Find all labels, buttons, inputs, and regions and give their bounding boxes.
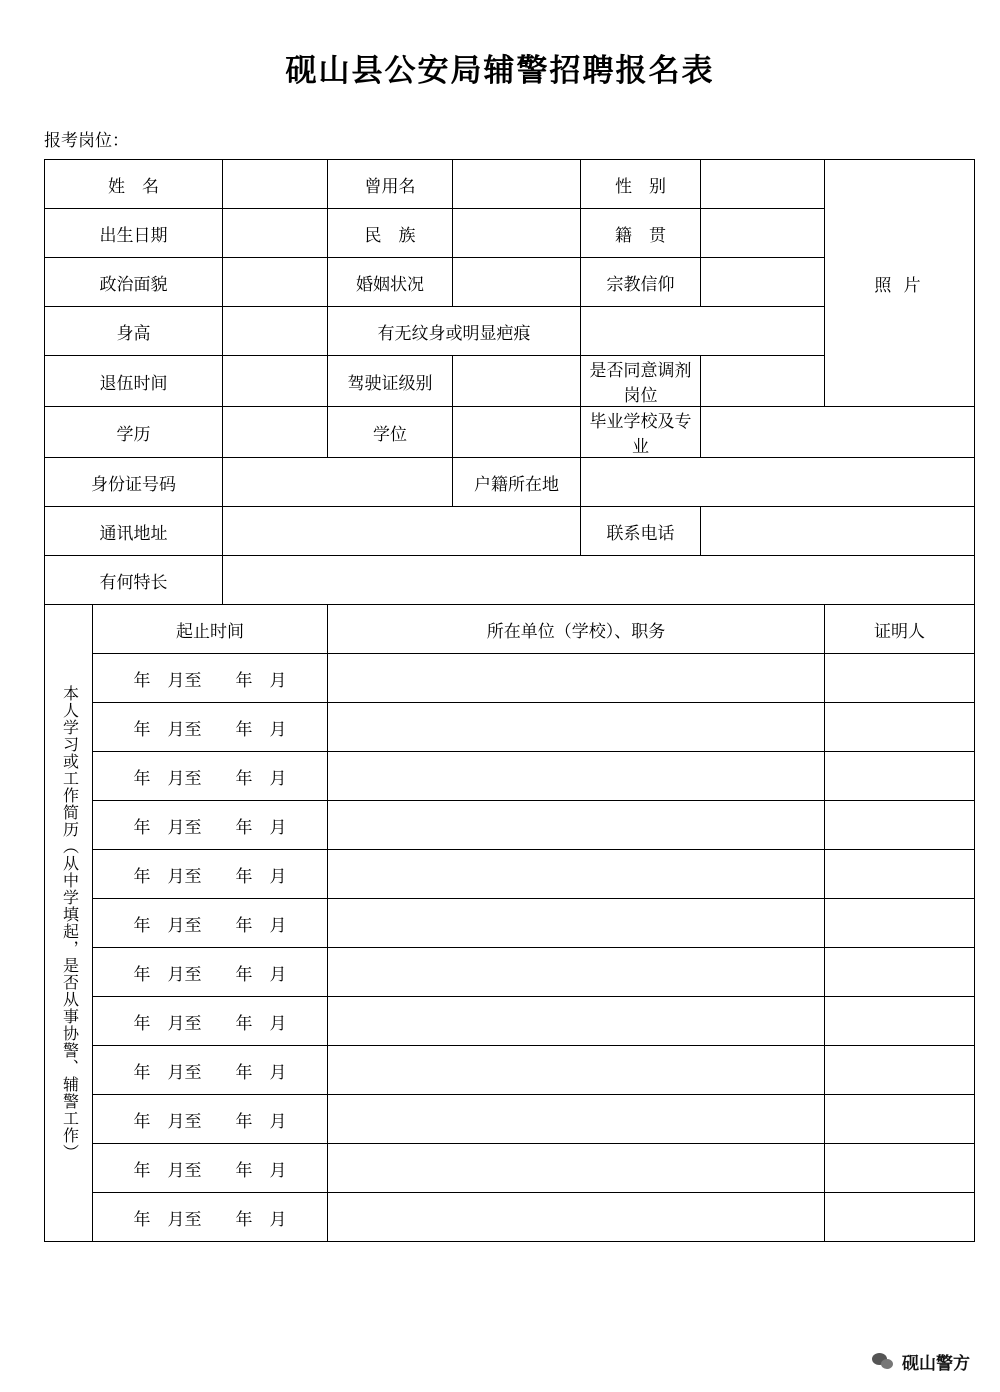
label-driver-license: 驾驶证级别 (328, 356, 453, 407)
experience-unit[interactable] (328, 997, 825, 1046)
value-political-status[interactable] (223, 258, 328, 307)
experience-witness[interactable] (825, 1046, 975, 1095)
label-gender: 性 别 (581, 160, 701, 209)
table-row (45, 160, 975, 209)
experience-witness[interactable] (825, 899, 975, 948)
value-driver-license[interactable] (453, 356, 581, 407)
table-row (45, 507, 975, 556)
experience-vertical-label-text: 本人学习或工作简历（从中学填起，是否从事协警、辅警工作） (60, 685, 78, 1161)
experience-period[interactable] (93, 899, 328, 948)
value-height[interactable] (223, 307, 328, 356)
experience-witness[interactable] (825, 1144, 975, 1193)
experience-witness[interactable] (825, 850, 975, 899)
value-native-place[interactable] (701, 209, 825, 258)
experience-unit[interactable] (328, 1046, 825, 1095)
form-page (0, 45, 1000, 1392)
experience-witness[interactable] (825, 1095, 975, 1144)
value-marital-status[interactable] (453, 258, 581, 307)
experience-period[interactable] (93, 850, 328, 899)
value-phone[interactable] (701, 507, 975, 556)
page-title: 砚山县公安局辅警招聘报名表 (285, 53, 715, 88)
table-row (45, 407, 975, 458)
experience-unit[interactable] (328, 752, 825, 801)
label-native-place: 籍 贯 (581, 209, 701, 258)
experience-header-witness: 证明人 (825, 605, 975, 654)
wechat-account-footer (872, 1349, 970, 1374)
table-row (45, 556, 975, 605)
experience-period[interactable] (93, 997, 328, 1046)
experience-period[interactable] (93, 801, 328, 850)
experience-witness[interactable] (825, 997, 975, 1046)
experience-period-text: 年 月至 年 月 (133, 1209, 287, 1229)
experience-period-text: 年 月至 年 月 (133, 866, 287, 886)
label-specialty: 有何特长 (45, 556, 223, 605)
value-discharge-time[interactable] (223, 356, 328, 407)
experience-header-unit: 所在单位（学校）、职务 (328, 605, 825, 654)
experience-period[interactable] (93, 1095, 328, 1144)
experience-period-text: 年 月至 年 月 (133, 1062, 287, 1082)
value-former-name[interactable] (453, 160, 581, 209)
experience-row (45, 948, 975, 997)
experience-row (45, 654, 975, 703)
value-religion[interactable] (701, 258, 825, 307)
value-education[interactable] (223, 407, 328, 458)
value-school-major[interactable] (701, 407, 975, 458)
label-marital-status: 婚姻状况 (328, 258, 453, 307)
experience-period-text: 年 月至 年 月 (133, 964, 287, 984)
value-household-location[interactable] (581, 458, 975, 507)
experience-period[interactable] (93, 1144, 328, 1193)
value-id-number[interactable] (223, 458, 453, 507)
experience-period[interactable] (93, 703, 328, 752)
value-tattoo-scar[interactable] (581, 307, 825, 356)
experience-row (45, 1144, 975, 1193)
label-name: 姓 名 (45, 160, 223, 209)
experience-unit[interactable] (328, 850, 825, 899)
experience-row (45, 1046, 975, 1095)
experience-vertical-label (45, 605, 93, 1242)
wechat-icon (872, 1353, 894, 1371)
applied-position-label: 报考岗位： (44, 131, 129, 150)
experience-period-text: 年 月至 年 月 (133, 915, 287, 935)
label-phone: 联系电话 (581, 507, 701, 556)
experience-unit[interactable] (328, 1144, 825, 1193)
experience-header-row (45, 605, 975, 654)
experience-period[interactable] (93, 654, 328, 703)
label-former-name: 曾用名 (328, 160, 453, 209)
table-row (45, 458, 975, 507)
experience-unit[interactable] (328, 1193, 825, 1242)
experience-witness[interactable] (825, 801, 975, 850)
photo-box: 照 片 (825, 160, 975, 407)
experience-witness[interactable] (825, 1193, 975, 1242)
value-degree[interactable] (453, 407, 581, 458)
experience-row (45, 801, 975, 850)
experience-period[interactable] (93, 948, 328, 997)
value-accept-transfer[interactable] (701, 356, 825, 407)
experience-witness[interactable] (825, 948, 975, 997)
experience-unit[interactable] (328, 801, 825, 850)
experience-row (45, 1095, 975, 1144)
experience-period[interactable] (93, 752, 328, 801)
label-discharge-time: 退伍时间 (45, 356, 223, 407)
value-gender[interactable] (701, 160, 825, 209)
value-mail-address[interactable] (223, 507, 581, 556)
label-mail-address: 通讯地址 (45, 507, 223, 556)
experience-period-text: 年 月至 年 月 (133, 817, 287, 837)
experience-period-text: 年 月至 年 月 (133, 719, 287, 739)
label-birth-date: 出生日期 (45, 209, 223, 258)
label-accept-transfer: 是否同意调剂岗位 (581, 356, 701, 407)
experience-row (45, 703, 975, 752)
label-ethnicity: 民 族 (328, 209, 453, 258)
label-political-status: 政治面貌 (45, 258, 223, 307)
label-household-location: 户籍所在地 (453, 458, 581, 507)
experience-period[interactable] (93, 1046, 328, 1095)
label-id-number: 身份证号码 (45, 458, 223, 507)
experience-row (45, 752, 975, 801)
experience-period-text: 年 月至 年 月 (133, 1013, 287, 1033)
value-ethnicity[interactable] (453, 209, 581, 258)
experience-witness[interactable] (825, 752, 975, 801)
experience-row (45, 850, 975, 899)
experience-row (45, 899, 975, 948)
experience-period-text: 年 月至 年 月 (133, 1111, 287, 1131)
value-name[interactable] (223, 160, 328, 209)
experience-period-text: 年 月至 年 月 (133, 1160, 287, 1180)
label-education: 学历 (45, 407, 223, 458)
value-birth-date[interactable] (223, 209, 328, 258)
experience-period-text: 年 月至 年 月 (133, 768, 287, 788)
experience-witness[interactable] (825, 703, 975, 752)
experience-row (45, 1193, 975, 1242)
experience-unit[interactable] (328, 654, 825, 703)
wechat-account-name: 砚山警方 (902, 1354, 970, 1373)
label-height: 身高 (45, 307, 223, 356)
label-school-major: 毕业学校及专业 (581, 407, 701, 458)
experience-period-text: 年 月至 年 月 (133, 670, 287, 690)
label-religion: 宗教信仰 (581, 258, 701, 307)
experience-witness[interactable] (825, 654, 975, 703)
experience-unit[interactable] (328, 948, 825, 997)
registration-form-table (44, 159, 975, 1242)
experience-row (45, 997, 975, 1046)
label-tattoo-scar: 有无纹身或明显疤痕 (328, 307, 581, 356)
value-specialty[interactable] (223, 556, 975, 605)
experience-unit[interactable] (328, 1095, 825, 1144)
experience-period[interactable] (93, 1193, 328, 1242)
experience-header-period: 起止时间 (93, 605, 328, 654)
experience-unit[interactable] (328, 703, 825, 752)
experience-unit[interactable] (328, 899, 825, 948)
label-degree: 学位 (328, 407, 453, 458)
